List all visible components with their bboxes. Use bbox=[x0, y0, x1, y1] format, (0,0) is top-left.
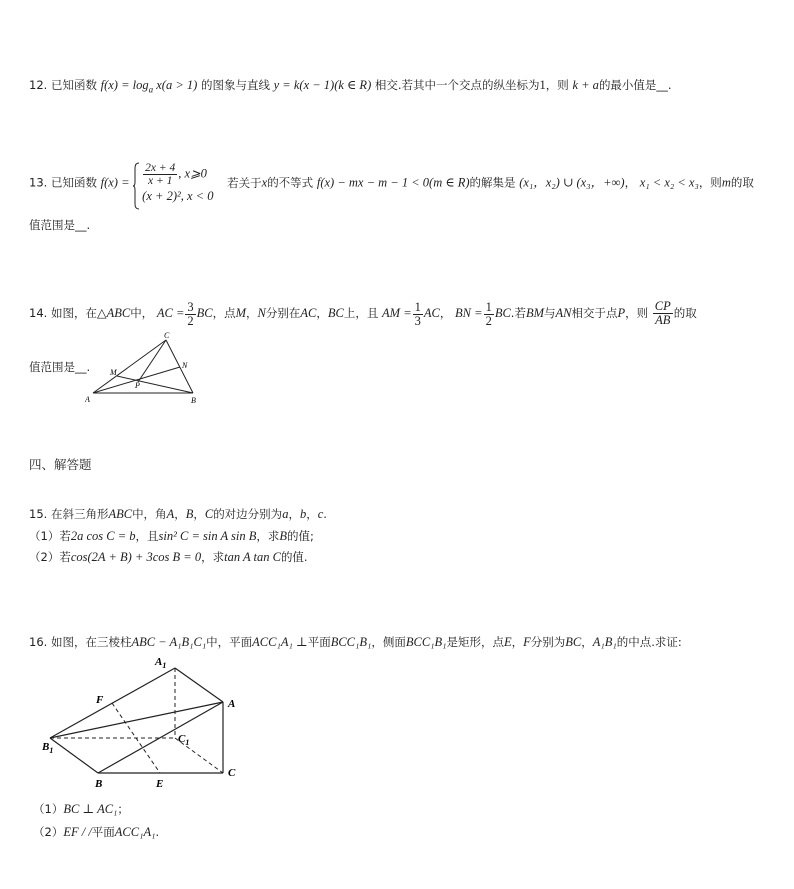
q15-p1-text2: ，求 bbox=[256, 529, 280, 543]
q16-p2-claim: EF / / bbox=[63, 825, 92, 839]
q13-text-2: 若关于 bbox=[227, 175, 262, 190]
q16-seg-bc: BC bbox=[565, 635, 582, 649]
q14-text-8: ， bbox=[439, 306, 452, 321]
q13-case1-den: x + 1 bbox=[148, 175, 173, 188]
q12-text-3: 相交.若其中一个交点的纵坐标为 bbox=[374, 78, 540, 92]
fig14-label-c: C bbox=[164, 331, 170, 340]
q15-text-6: ， bbox=[288, 507, 300, 521]
q14-am-expr: AM = $\frac{1}{3}$ AC bbox=[382, 299, 440, 328]
fig16-label-b: B bbox=[95, 778, 103, 790]
question-15 bbox=[29, 506, 327, 522]
q16-prism: ABC − A₁B₁C₁ bbox=[131, 635, 207, 649]
q13-piecewise bbox=[133, 162, 213, 204]
q12-text-4: ，则 bbox=[545, 78, 569, 92]
q15-text-5: 的对边分别为 bbox=[213, 507, 283, 521]
q16-text-4: ，侧面 bbox=[371, 635, 406, 649]
q13-number: 13. bbox=[29, 175, 51, 190]
q15-part-2 bbox=[29, 549, 308, 565]
q14-text-12: ，则 bbox=[625, 306, 649, 321]
question-12 bbox=[29, 77, 672, 95]
fig14-label-a: A bbox=[85, 395, 90, 404]
q15-p2-text2: 的值. bbox=[280, 550, 308, 564]
question-14 bbox=[29, 300, 697, 328]
q14-point-p: P bbox=[617, 306, 626, 321]
q16-text-6: ， bbox=[511, 635, 524, 649]
q14-text-10: 与 bbox=[544, 306, 556, 321]
q14-seg-ac: AC bbox=[300, 306, 317, 321]
q15-p1-text1: ，且 bbox=[135, 529, 159, 543]
q15-side-a: a bbox=[282, 507, 289, 521]
q12-function-expr: $f(x) = \log_a x(a > 1)$ bbox=[100, 78, 198, 95]
q12-value: 1 bbox=[539, 78, 546, 92]
q13-text-1: 已知函数 bbox=[50, 175, 97, 190]
q13-line-2: 值范围是__. bbox=[29, 218, 91, 232]
fig16-label-e: E bbox=[156, 778, 164, 790]
brace-icon bbox=[133, 162, 140, 210]
q16-text-2: 中，平面 bbox=[206, 635, 253, 649]
q15-p2-label: （2）若 bbox=[29, 550, 71, 564]
fig16-label-b1: $B_1$ bbox=[42, 741, 54, 755]
q16-p1-label: （1） bbox=[33, 802, 64, 816]
fig16-label-c: C bbox=[228, 767, 236, 779]
fig16-label-c1: $C_1$ bbox=[178, 733, 190, 747]
q14-number: 14. bbox=[29, 306, 51, 321]
q14-text-5: 分别在 bbox=[265, 306, 301, 321]
q16-p1-claim: BC ⊥ AC₁ bbox=[63, 802, 118, 816]
q15-text-2: 中，角 bbox=[132, 507, 167, 521]
q16-part-1 bbox=[33, 801, 129, 817]
q15-side-c: c bbox=[317, 507, 324, 521]
q13-text-7: 的取 bbox=[730, 175, 754, 190]
q16-plane-2: BCC₁B₁ bbox=[330, 635, 372, 649]
q14-text-6: ， bbox=[316, 306, 328, 321]
q15-text-7: ， bbox=[306, 507, 318, 521]
q14-seg-an: AN bbox=[555, 306, 572, 321]
q16-plane-1: ACC₁A₁ ⊥ bbox=[252, 635, 308, 649]
question-16 bbox=[29, 634, 682, 650]
q13-inequality: f(x) − mx − m − 1 < 0(m ∈ R) bbox=[316, 175, 470, 190]
q14-bn-expr: BN = $\frac{1}{2}$ BC bbox=[455, 299, 511, 328]
q14-text-9: .若 bbox=[510, 306, 526, 321]
q14-text-11: 相交于点 bbox=[571, 306, 618, 321]
q14-text-2: 中， bbox=[130, 306, 154, 321]
q16-p2-text2: . bbox=[155, 825, 160, 839]
q14-triangle: △ABC bbox=[96, 306, 131, 321]
q15-p1-label: （1）若 bbox=[29, 529, 71, 543]
q16-p2-text: 平面 bbox=[91, 825, 115, 839]
q15-triangle: ABC bbox=[108, 507, 133, 521]
q12-target-expr: k + a bbox=[572, 78, 599, 92]
q16-text-1: 如图，在三棱柱 bbox=[50, 635, 132, 649]
q16-p2-plane: ACC₁A₁ bbox=[114, 825, 156, 839]
q15-text-3: ， bbox=[174, 507, 186, 521]
q15-p1-text3: 的值; bbox=[287, 529, 314, 543]
q14-text-4: ， bbox=[246, 306, 258, 321]
q16-point-e: E bbox=[503, 635, 512, 649]
q13-text-3: 的不等式 bbox=[267, 175, 314, 190]
q15-text-8: . bbox=[323, 507, 327, 521]
q16-text-7: 分别为 bbox=[530, 635, 566, 649]
q16-text-3: 平面 bbox=[307, 635, 331, 649]
q15-p2-cond: cos(2A + B) + 3cos B = 0 bbox=[70, 550, 202, 564]
q14-point-m: M bbox=[235, 306, 247, 321]
q15-number: 15. bbox=[29, 507, 51, 521]
q15-part-1 bbox=[29, 528, 314, 544]
q14-seg-bm: BM bbox=[525, 306, 545, 321]
fig16-label-a1: $A_1$ bbox=[155, 656, 167, 670]
q15-angle-b: B bbox=[185, 507, 194, 521]
q14-line-2: 值范围是__. bbox=[29, 360, 91, 374]
q14-ratio: $\frac{CP}{AB}$ bbox=[654, 299, 671, 328]
q15-p1-cond2: sin² C = sin A sin B bbox=[158, 529, 257, 543]
q15-p1-var: B bbox=[279, 529, 288, 543]
q16-number: 16. bbox=[29, 635, 51, 649]
q16-p1-text: ； bbox=[117, 802, 129, 816]
q13-var-x: x bbox=[261, 175, 268, 190]
q16-face: BCC₁B₁ bbox=[405, 635, 447, 649]
q13-text-5: ， bbox=[624, 175, 637, 190]
q13-var-m: m bbox=[721, 175, 731, 190]
q14-text-13: 的取 bbox=[673, 306, 697, 321]
q16-prism-figure bbox=[38, 652, 248, 792]
q15-angle-a: A bbox=[166, 507, 175, 521]
fig16-label-a: A bbox=[228, 698, 236, 710]
q16-text-8: ， bbox=[581, 635, 593, 649]
fig14-label-p: P bbox=[135, 381, 140, 390]
q15-angle-c: C bbox=[204, 507, 214, 521]
q15-p1-cond1: 2a cos C = b bbox=[70, 529, 136, 543]
q12-text-5: 的最小值是__. bbox=[598, 78, 672, 92]
q12-number: 12. bbox=[29, 78, 51, 92]
q12-text-2: 的图象与直线 bbox=[200, 78, 270, 92]
q13-text-4: 的解集是 bbox=[469, 175, 516, 190]
q16-part-2 bbox=[33, 824, 159, 840]
q12-text-1: 已知函数 bbox=[50, 78, 97, 92]
q14-point-n: N bbox=[257, 306, 266, 321]
fig14-label-m: M bbox=[110, 368, 117, 377]
q12-line-expr: y = k(x − 1)(k ∈ R) bbox=[273, 78, 372, 92]
q15-text-4: ， bbox=[193, 507, 205, 521]
q13-solution-set: (x₁，x₂) ∪ (x₃，+∞) bbox=[519, 175, 625, 190]
q14-ac-expr: AC = $\frac{3}{2}$ BC bbox=[156, 299, 213, 328]
fig14-label-n: N bbox=[182, 361, 188, 370]
fig16-label-f: F bbox=[96, 694, 104, 706]
q13-text-6: ，则 bbox=[698, 175, 722, 190]
q15-text-1: 在斜三角形 bbox=[50, 507, 109, 521]
q13-function-name: f(x) = bbox=[100, 175, 130, 190]
q14-seg-bc: BC bbox=[327, 306, 344, 321]
section-4-heading: 四、解答题 bbox=[29, 457, 92, 472]
q15-p2-text1: ，求 bbox=[201, 550, 225, 564]
question-13 bbox=[29, 162, 754, 204]
q14-text-3: ，点 bbox=[212, 306, 236, 321]
q14-triangle-figure bbox=[85, 330, 205, 405]
q16-seg-a1b1: A₁B₁ bbox=[592, 635, 617, 649]
q15-side-b: b bbox=[299, 507, 307, 521]
q13-case2: (x + 2)², x < 0 bbox=[142, 189, 214, 204]
q13-case1-cond: , x⩾0 bbox=[178, 166, 207, 181]
q14-text-7: 上，且 bbox=[343, 306, 379, 321]
q15-p2-target: tan A tan C bbox=[224, 550, 281, 564]
q16-text-5: 是矩形，点 bbox=[446, 635, 504, 649]
q13-case1-num: 2x + 4 bbox=[145, 162, 176, 174]
q16-text-9: 的中点.求证: bbox=[616, 635, 682, 649]
q16-p2-label: （2） bbox=[33, 825, 64, 839]
q14-text-1: 如图，在 bbox=[50, 306, 97, 321]
fig14-label-b: B bbox=[191, 396, 196, 405]
q16-point-f: F bbox=[523, 635, 531, 649]
q13-order: x₁ < x₂ < x₃ bbox=[639, 175, 699, 190]
